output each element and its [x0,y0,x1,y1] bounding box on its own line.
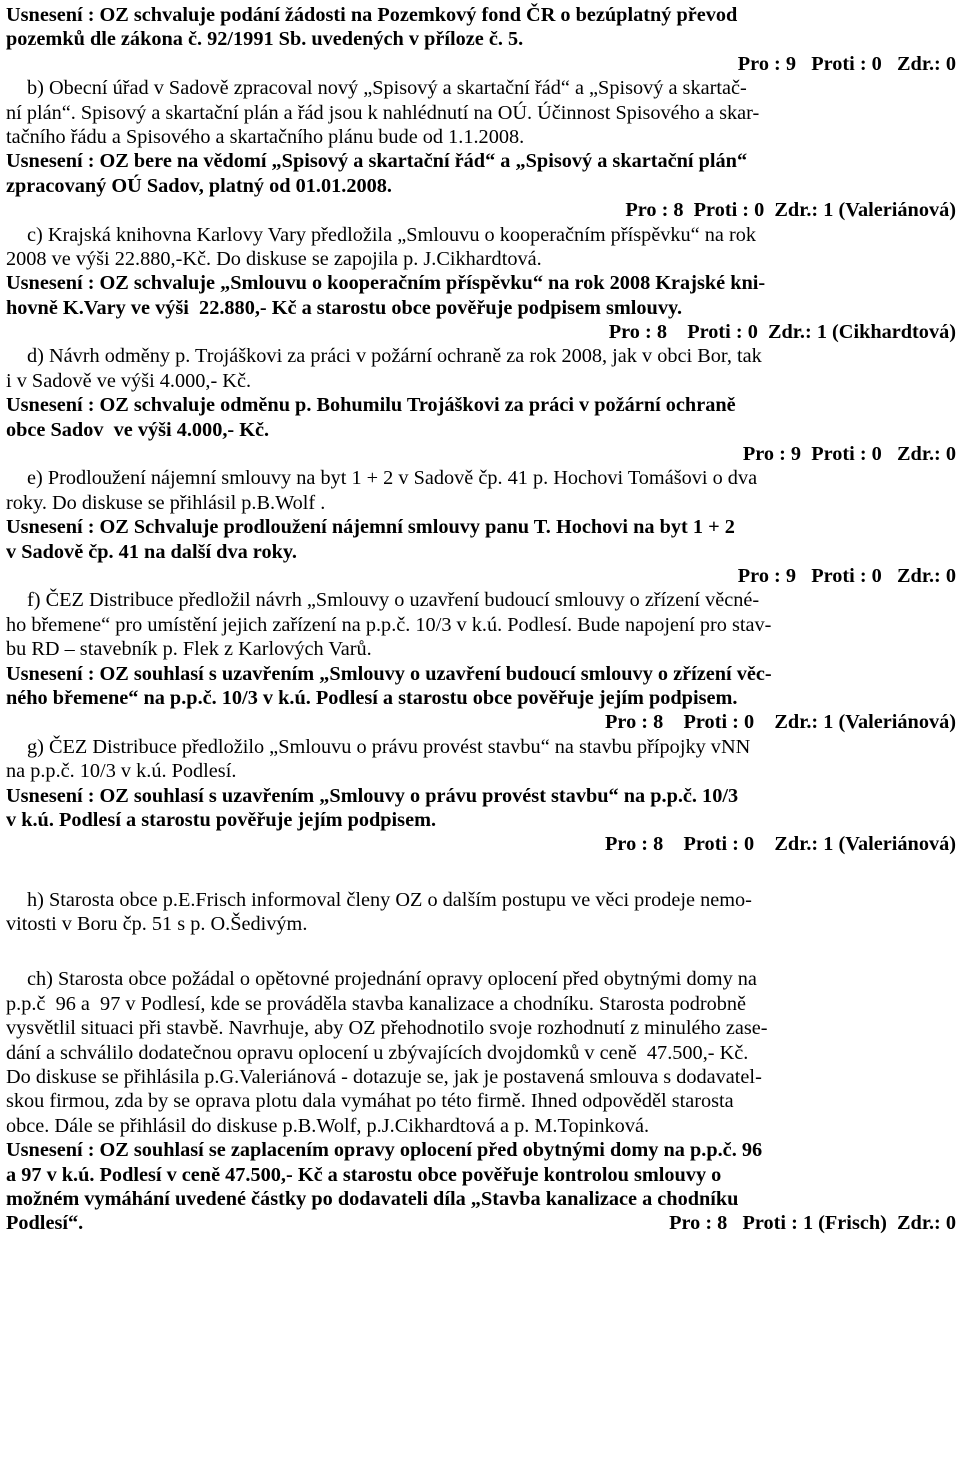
text-line: roky. Do diskuse se přihlásil p.B.Wolf . [6,491,326,514]
vote-result: Pro : 9 Proti : 0 Zdr.: 0 [742,443,956,466]
text-line: obce. Dále se přihlásil do diskuse p.B.Wolf, p.J.Cikhardtová a p. M.Topinková. [6,1114,650,1137]
resolution-line-with-vote [6,1211,956,1235]
resolution-line: Usnesení : OZ schvaluje odměnu p. Bohumilu Trojáškovi za práci v požární ochraně [6,394,736,417]
resolution-line: obce Sadov ve výši 4.000,- Kč. [6,418,270,441]
resolution-line: ného břemene“ na p.p.č. 10/3 v k.ú. Podlesí a starostu obce pověřuje jejím podpisem. [6,686,738,709]
text-line: bu RD – stavebník p. Flek z Karlových Varů. [6,638,372,661]
resolution-line: a 97 v k.ú. Podlesí v ceně 47.500,- Kč a starostu obce pověřuje kontrolou smlouvy o [6,1163,722,1186]
text-line: b) Obecní úřad v Sadově zpracoval nový „Spisový a skartační řád“ a „Spisový a skartač- [27,77,747,100]
resolution-line: v Sadově čp. 41 na další dva roky. [6,540,297,563]
text-line: vysvětlil situaci při stavbě. Navrhuje, aby OZ přehodnotilo svoje rozhodnutí z minulého zase- [6,1017,768,1040]
paragraph-spacer [6,857,956,888]
text-line: e) Prodloužení nájemní smlouvy na byt 1 + 2 v Sadově čp. 41 p. Hochovi Tomášovi o dva [27,467,758,490]
text-line: na p.p.č. 10/3 v k.ú. Podlesí. [6,760,237,783]
resolution-line: Usnesení : OZ souhlasí s uzavřením „Smlouvy o uzavření budoucí smlouvy o zřízení věc- [6,662,772,685]
vote-result: Pro : 9 Proti : 0 Zdr.: 0 [737,564,956,587]
text-line: Do diskuse se přihlásila p.G.Valeriánová - dotazuje se, jak je postavená smlouva s dodavatel- [6,1066,762,1089]
vote-result: Pro : 8 Proti : 1 (Frisch) Zdr.: 0 [669,1212,956,1235]
vote-result: Pro : 8 Proti : 0 Zdr.: 1 (Valeriánová) [605,833,956,856]
text-line: c) Krajská knihovna Karlovy Vary předložila „Smlouvu o kooperačním příspěvku“ na rok [27,223,756,246]
text-line: h) Starosta obce p.E.Frisch informoval členy OZ o dalším postupu ve věci prodeje nemo- [27,888,752,911]
text-line: ho břemene“ pro umístění jejich zařízení na p.p.č. 10/3 v k.ú. Podlesí. Bude napojení pro stav- [6,613,772,636]
text-line: g) ČEZ Distribuce předložilo „Smlouvu o právu provést stavbu“ na stavbu přípojky vNN [27,735,751,758]
text-line: 2008 ve výši 22.880,-Kč. Do diskuse se zapojila p. J.Cikhardtová. [6,247,542,270]
resolution-line: v k.ú. Podlesí a starostu pověřuje jejím podpisem. [6,808,437,831]
vote-result: Pro : 9 Proti : 0 Zdr.: 0 [737,52,956,75]
vote-result: Pro : 8 Proti : 0 Zdr.: 1 (Cikhardtová) [608,321,956,344]
vote-result: Pro : 8 Proti : 0 Zdr.: 1 (Valeriánová) [625,199,956,222]
paragraph-spacer [6,936,956,967]
text-line: skou firmou, zda by se oprava plotu dala vymáhat po této firmě. Ihned odpověděl starosta [6,1090,734,1113]
resolution-line: Usnesení : OZ schvaluje podání žádosti na Pozemkový fond ČR o bezúplatný převod [6,4,738,26]
vote-result: Pro : 8 Proti : 0 Zdr.: 1 (Valeriánová) [605,711,956,734]
text-line: f) ČEZ Distribuce předložil návrh „Smlouvy o uzavření budoucí smlouvy o zřízení věcné- [27,589,760,612]
text-line: p.p.č 96 a 97 v Podlesí, kde se prováděla stavba kanalizace a chodníku. Starosta podrobně [6,992,747,1015]
resolution-line: Usnesení : OZ bere na vědomí „Spisový a skartační řád“ a „Spisový a skartační plán“ [6,150,748,173]
text-line: i v Sadově ve výši 4.000,- Kč. [6,369,252,392]
text-line: vitosti v Boru čp. 51 s p. O.Šedivým. [6,913,308,936]
resolution-line: Usnesení : OZ souhlasí s uzavřením „Smlouvy o právu provést stavbu“ na p.p.č. 10/3 [6,784,739,807]
resolution-line: zpracovaný OÚ Sadov, platný od 01.01.2008. [6,174,392,197]
text-line: ch) Starosta obce požádal o opětovné projednání opravy oplocení před obytnými domy na [27,968,757,991]
text-line: Podlesí“. [6,1212,84,1235]
text-line: d) Návrh odměny p. Trojáškovi za práci v požární ochraně za rok 2008, jak v obci Bor, tak [27,345,762,368]
resolution-line: Usnesení : OZ Schvaluje prodloužení nájemní smlouvy panu T. Hochovi na byt 1 + 2 [6,516,735,539]
resolution-line: Usnesení : OZ souhlasí se zaplacením opravy oplocení před obytnými domy na p.p.č. 96 [6,1139,763,1162]
text-line: tačního řádu a Spisového a skartačního plánu bude od 1.1.2008. [6,125,525,148]
document-page [6,3,956,1236]
text-line: dání a schválilo dodatečnou opravu oplocení u zbývajících dvojdomků v ceně 47.500,- Kč. [6,1041,749,1064]
text-line: ní plán“. Spisový a skartační plán a řád jsou k nahlédnutí na OÚ. Účinnost Spisového a skar- [6,101,760,124]
resolution-line: hovně K.Vary ve výši 22.880,- Kč a starostu obce pověřuje podpisem smlouvy. [6,296,683,319]
resolution-line: možném vymáhání uvedené částky po dodavateli díla „Stavba kanalizace a chodníku [6,1187,739,1210]
resolution-line: Usnesení : OZ schvaluje „Smlouvu o kooperačním příspěvku“ na rok 2008 Krajské kni- [6,272,766,295]
resolution-line: pozemků dle zákona č. 92/1991 Sb. uvedených v příloze č. 5. [6,28,524,51]
